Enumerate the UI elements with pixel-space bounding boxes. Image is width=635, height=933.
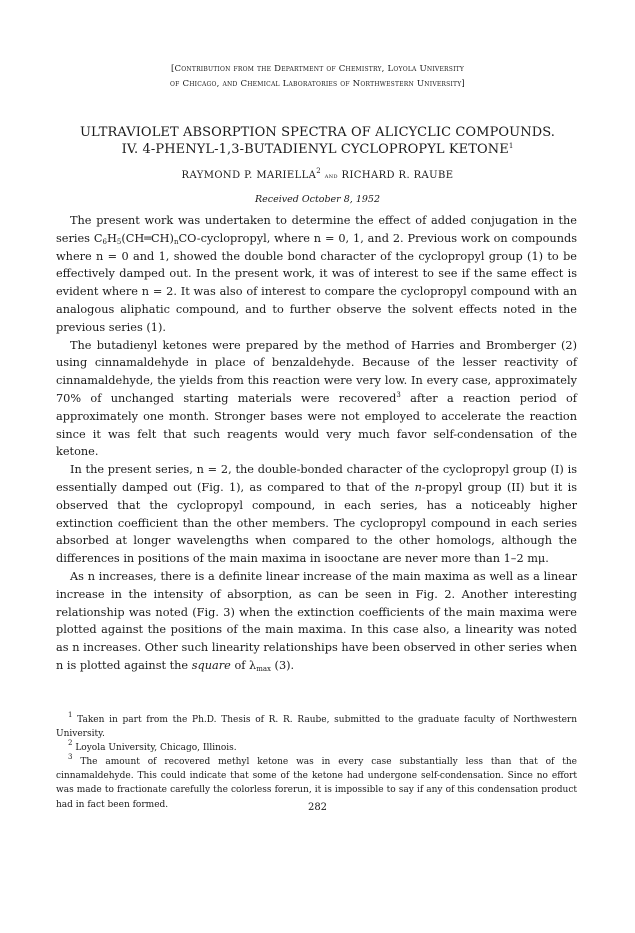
contribution-line-2: of Chicago, and Chemical Laboratories of Northwestern University] xyxy=(170,79,465,89)
footnotes xyxy=(56,713,577,812)
author-mariella: RAYMOND P. MARIELLA xyxy=(181,170,317,181)
contribution-line-1: [Contribution from the Department of Chemistry, Loyola University xyxy=(170,64,465,74)
footnote-ref-2: 2 xyxy=(316,167,322,175)
footnote-3: $^3$ The amount of recovered methyl ketone was in every case substantially less than that of the cinnamaldehyde. This could indicate that some of the ketone had undergone self-condensation. Since no effort was made to fractionate carefully the colorless forerun, it is impossible to say if any of this condensation product had in fact been formed. xyxy=(56,753,577,810)
footnote-1: $^1$ Taken in part from the Ph.D. Thesis of R. R. Raube, submitted to the graduate faculty of Northwestern University. xyxy=(56,711,577,740)
paragraph-1: The present work was undertaken to determine the effect of added conjugation in the series $C_6H_5(CH═CH)_nCO$-cyclopropyl, where n = 0, 1, and 2. Previous work on compounds where n = 0 and 1, showed the double bond character of the cyclopropyl group (1) to be effectively damped out. In the present work, it was of interest to see if the same effect is evident where n = 2. It was also of interest to compare the cyclopropyl compound with an analogous aliphatic compound, and to further observe the solvent effects noted in the previous series (1). xyxy=(56,214,577,334)
page-number: 282 xyxy=(307,802,328,813)
contribution-header xyxy=(90,62,545,92)
paragraph-4: As n increases, there is a definite linear increase of the main maxima as well as a linear increase in the intensity of absorption, as can be seen in Fig. 2. Another interesting relationship was noted (Fig. 3) when the extinction coefficients of the main maxima were plotted against the positions of the main maxima. In this case also, a linearity was noted as n increases. Other such linearity relationships have been observed in other series when n is plotted against the square of $\lambda_{max}$ (3). xyxy=(56,569,577,673)
title-line-2: IV. 4-PHENYL-1,3-BUTADIENYL CYCLOPROPYL KETONE$^1$ xyxy=(121,142,514,157)
article-title xyxy=(40,124,595,158)
title-line-1: ULTRAVIOLET ABSORPTION SPECTRA OF ALICYCLIC COMPOUNDS. xyxy=(79,125,556,140)
author-line xyxy=(40,167,595,181)
received-date: Received October 8, 1952 xyxy=(254,194,381,205)
footnote-ref-1: 1 xyxy=(508,142,514,150)
paragraph-3: In the present series, n = 2, the double-bonded character of the cyclopropyl group (I) is essentially damped out (Fig. 1), as compared to that of the n-propyl group (II) but it is observed that the cyclopropyl compound, in each series, has a noticeably higher extinction coefficient than the other members. The cyclopropyl compound in each series absorbed at longer wavelengths when compared to the other homologs, although the differences in positions of the main maxima in isooctane are never more than 1–2 mμ. xyxy=(56,463,577,566)
footnote-ref-3: 3 xyxy=(396,390,401,399)
author-raube: RICHARD R. RAUBE xyxy=(341,170,454,181)
paragraph-2: The butadienyl ketones were prepared by the method of Harries and Bromberger (2) using cinnamaldehyde in place of benzaldehyde. Because of the lesser reactivity of cinnamaldehyde, the yields from this reaction were very low. In every case, approximately 70% of unchanged starting materials were recovered$^3$ after a reaction period of approximately one month. Stronger bases were not employed to accelerate the reaction since it was felt that such reagents would very much favor self-condensation of the ketone. xyxy=(56,338,577,459)
article-body xyxy=(56,212,577,675)
author-and: and xyxy=(324,171,338,180)
footnote-2: $^2$ Loyola University, Chicago, Illinois. xyxy=(68,739,237,754)
